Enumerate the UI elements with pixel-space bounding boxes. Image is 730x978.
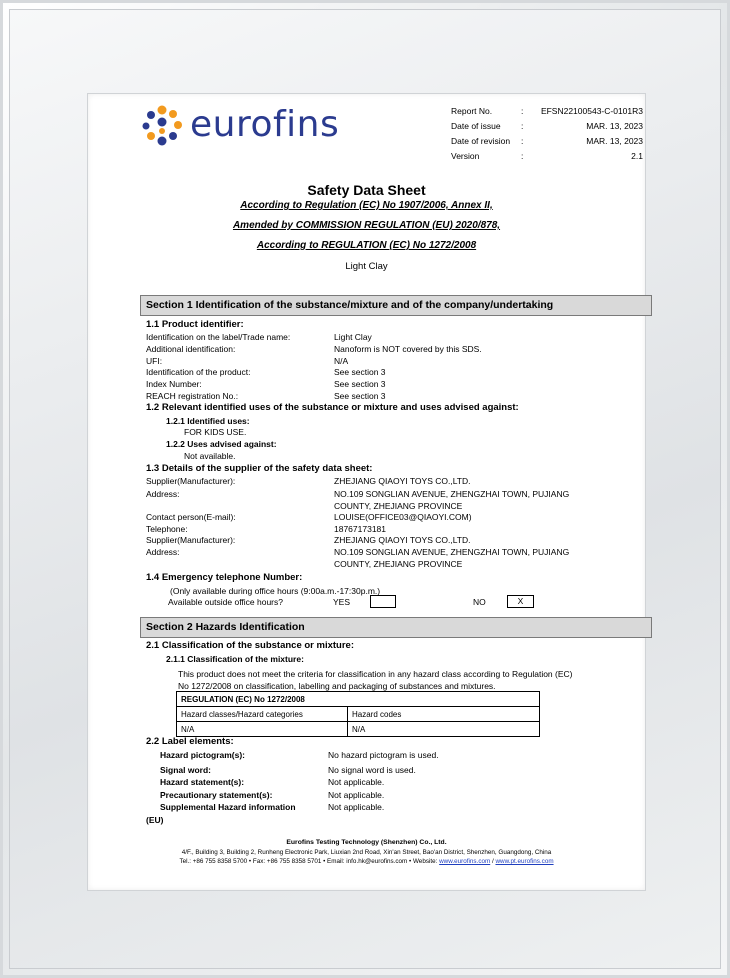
s22-value: No signal word is used. <box>328 765 416 775</box>
meta-row: Version : 2.1 <box>451 151 643 161</box>
table-row <box>177 692 540 707</box>
s22-key: Hazard statement(s): <box>160 777 245 787</box>
footer-address: 4/F., Building 3, Building 2, Runheng Electronic Park, Liuxian 2nd Road, Xin'an Street, Bao'an District, Shenzhen, Guangdong, China <box>181 849 552 856</box>
table-header: Hazard classes/Hazard categories <box>177 707 348 722</box>
s12-heading: 1.2 Relevant identified uses of the substance or mixture and uses advised against: <box>146 402 519 413</box>
s14-note: (Only available during office hours (9:00a.m.-17:30p.m.) <box>170 586 381 596</box>
s22-key: Hazard pictogram(s): <box>160 750 246 760</box>
s11-value: See section 3 <box>334 367 386 377</box>
s122-value: Not available. <box>184 451 236 461</box>
s13-heading: 1.3 Details of the supplier of the safety data sheet: <box>146 463 373 474</box>
s13-value: ZHEJIANG QIAOYI TOYS CO.,LTD. <box>334 476 471 486</box>
s11-value: N/A <box>334 356 349 366</box>
s121-heading: 1.2.1 Identified uses: <box>166 416 250 426</box>
s11-key: Additional identification: <box>146 344 236 354</box>
footer-sep: / <box>490 858 496 865</box>
table-header: Hazard codes <box>348 707 540 722</box>
s211-heading: 2.1.1 Classification of the mixture: <box>166 654 304 664</box>
table-row <box>177 707 540 722</box>
meta-row: Date of issue : MAR. 13, 2023 <box>451 121 643 131</box>
s13-value: ZHEJIANG QIAOYI TOYS CO.,LTD. <box>334 535 471 545</box>
no-label: NO <box>473 597 486 607</box>
regulation-line: Amended by COMMISSION REGULATION (EU) 2020/878, <box>232 220 501 231</box>
footer-link-pt-eurofins[interactable]: www.pt.eurofins.com <box>495 858 554 865</box>
s13-key: Supplier(Manufacturer): <box>146 476 236 486</box>
regulation-line: According to Regulation (EC) No 1907/2006, Annex II, <box>240 200 493 211</box>
no-checkbox: X <box>507 595 534 608</box>
s13-value: 18767173181 <box>334 524 387 534</box>
s121-value: FOR KIDS USE. <box>184 427 247 437</box>
hazard-table <box>176 691 540 737</box>
table-row <box>177 722 540 737</box>
meta-row: Date of revision : MAR. 13, 2023 <box>451 136 643 146</box>
yes-checkbox <box>370 595 396 608</box>
meta-row: Report No. : EFSN22100543-C-0101R3 <box>451 106 643 116</box>
s22-value: Not applicable. <box>328 790 385 800</box>
s13-value-cont: COUNTY, ZHEJIANG PROVINCE <box>334 559 463 569</box>
s13-key: Supplier(Manufacturer): <box>146 535 236 545</box>
s11-key: Index Number: <box>146 379 202 389</box>
brand-name: eurofins <box>190 104 340 145</box>
s13-key: Contact person(E-mail): <box>146 512 236 522</box>
footer-contact <box>88 857 645 866</box>
s22-key: Supplemental Hazard information <box>160 802 296 812</box>
document-title: Safety Data Sheet <box>307 182 426 198</box>
s13-value: LOUISE(OFFICE03@QIAOYI.COM) <box>334 512 472 522</box>
s13-key: Address: <box>146 489 180 499</box>
s11-heading: 1.1 Product identifier: <box>146 319 244 330</box>
s11-value: Nanoform is NOT covered by this SDS. <box>334 344 482 354</box>
document-page <box>88 94 645 890</box>
s11-key: UFI: <box>146 356 163 366</box>
table-cell: N/A <box>348 722 540 737</box>
s22-value: No hazard pictogram is used. <box>328 750 439 760</box>
s11-value: Light Clay <box>334 332 372 342</box>
table-cell: N/A <box>177 722 348 737</box>
report-meta <box>451 104 643 166</box>
s14-question: Available outside office hours? <box>168 597 283 607</box>
s22-value: Not applicable. <box>328 777 385 787</box>
classification-text: No 1272/2008 on classification, labelling and packaging of substances and mixtures. <box>178 681 496 691</box>
s13-key: Address: <box>146 547 180 557</box>
s122-heading: 1.2.2 Uses advised against: <box>166 439 277 449</box>
s11-value: See section 3 <box>334 379 386 389</box>
product-name: Light Clay <box>345 261 388 272</box>
s13-value: NO.109 SONGLIAN AVENUE, ZHENGZHAI TOWN, PUJIANG <box>334 489 570 499</box>
s22-value: Not applicable. <box>328 802 385 812</box>
s22-eu: (EU) <box>146 815 164 825</box>
eurofins-dots-icon <box>140 104 184 148</box>
s22-heading: 2.2 Label elements: <box>146 736 234 747</box>
footer-contact-text: Tel.: +86 755 8358 5700 • Fax: +86 755 8358 5701 • Email: info.hk@eurofins.com • Website: <box>179 858 440 865</box>
regulation-line: According to REGULATION (EC) No 1272/2008 <box>256 240 477 251</box>
table-title: REGULATION (EC) No 1272/2008 <box>177 692 540 707</box>
s13-key: Telephone: <box>146 524 188 534</box>
footer-company: Eurofins Testing Technology (Shenzhen) Co., Ltd. <box>286 839 447 846</box>
s13-value: NO.109 SONGLIAN AVENUE, ZHENGZHAI TOWN, PUJIANG <box>334 547 570 557</box>
eurofins-logo <box>140 104 350 148</box>
section2-heading: Section 2 Hazards Identification <box>140 617 652 638</box>
section1-heading: Section 1 Identification of the substance/mixture and of the company/undertaking <box>140 295 652 316</box>
s11-key: Identification on the label/Trade name: <box>146 332 291 342</box>
footer-link-eurofins[interactable]: www.eurofins.com <box>439 858 491 865</box>
s22-key: Signal word: <box>160 765 211 775</box>
s11-key: REACH registration No.: <box>146 391 239 401</box>
s22-key: Precautionary statement(s): <box>160 790 273 800</box>
s11-value: See section 3 <box>334 391 386 401</box>
classification-text: This product does not meet the criteria for classification in any hazard class according to Regulation (EC) <box>178 669 573 679</box>
s14-heading: 1.4 Emergency telephone Number: <box>146 572 303 583</box>
s21-heading: 2.1 Classification of the substance or mixture: <box>146 640 354 651</box>
s11-key: Identification of the product: <box>146 367 251 377</box>
yes-label: YES <box>333 597 351 607</box>
s13-value-cont: COUNTY, ZHEJIANG PROVINCE <box>334 501 463 511</box>
